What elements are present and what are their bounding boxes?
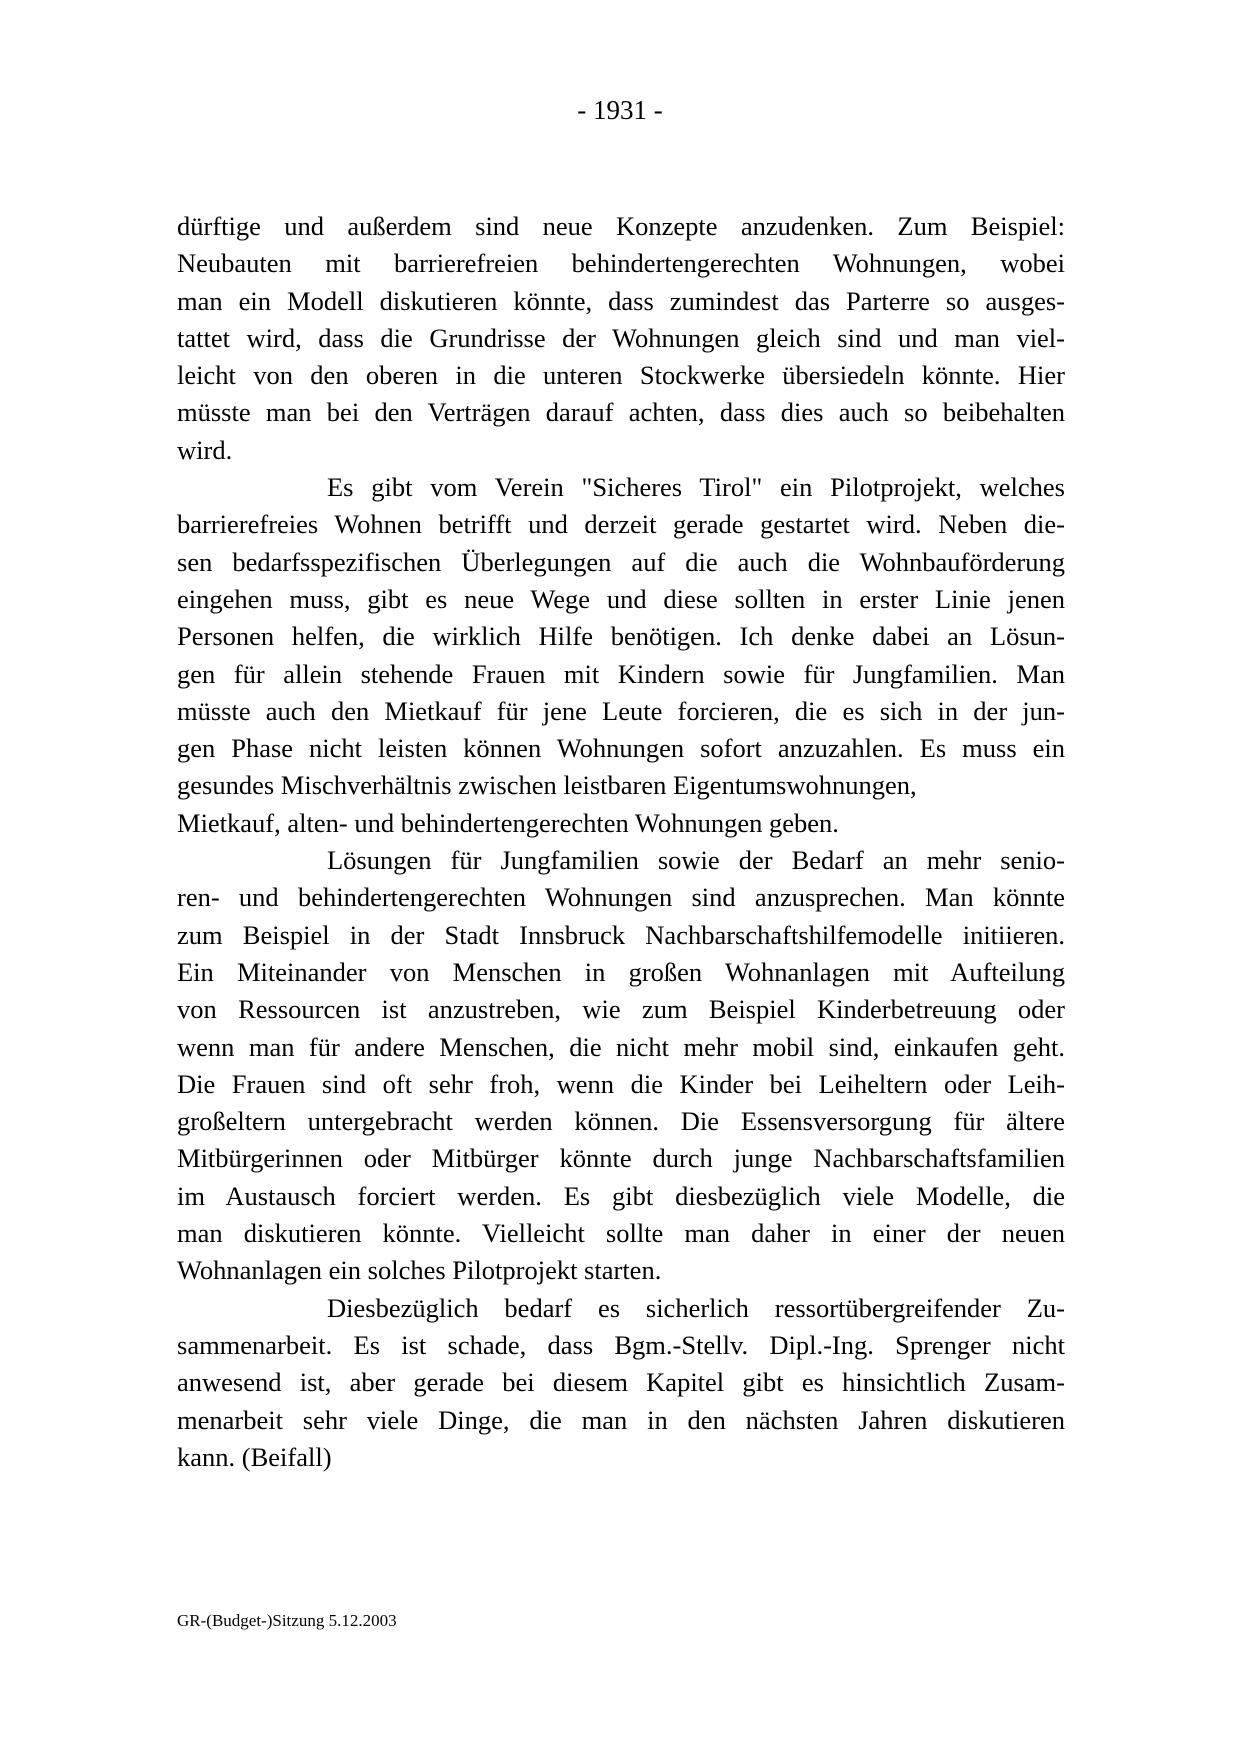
- text-line: großeltern untergebracht werden können. Die Essensversorgung für ältere: [177, 1106, 1065, 1137]
- text-line: Diesbezüglich bedarf es sicherlich ressortübergreifender Zu-: [327, 1292, 1065, 1323]
- text-line: leicht von den oberen in die unteren Stockwerke übersiedeln könnte. Hier: [177, 360, 1065, 391]
- text-line: im Austausch forciert werden. Es gibt diesbezüglich viele Modelle, die: [177, 1180, 1065, 1211]
- text-line: Neubauten mit barrierefreien behindertengerechten Wohnungen, wobei: [177, 248, 1065, 279]
- text-line: barrierefreies Wohnen betrifft und derzeit gerade gestartet wird. Neben die-: [177, 509, 1065, 540]
- text-line: menarbeit sehr viele Dinge, die man in den nächsten Jahren diskutieren: [177, 1404, 1065, 1435]
- text-line: ren- und behindertengerechten Wohnungen sind anzusprechen. Man könnte: [177, 882, 1065, 913]
- text-line: zum Beispiel in der Stadt Innsbruck Nachbarschaftshilfemodelle initiieren.: [177, 919, 1065, 950]
- text-line: müsste auch den Mietkauf für jene Leute forcieren, die es sich in der jun-: [177, 695, 1065, 726]
- text-line: man diskutieren könnte. Vielleicht sollte man daher in einer der neuen: [177, 1218, 1065, 1249]
- text-line: eingehen muss, gibt es neue Wege und diese sollten in erster Linie jenen: [177, 583, 1065, 614]
- text-line: Ein Miteinander von Menschen in großen Wohnanlagen mit Aufteilung: [177, 956, 1065, 987]
- text-line: Lösungen für Jungfamilien sowie der Bedarf an mehr senio-: [327, 845, 1065, 876]
- text-line: Personen helfen, die wirklich Hilfe benötigen. Ich denke dabei an Lösun-: [177, 621, 1065, 652]
- text-line: sen bedarfsspezifischen Überlegungen auf die auch die Wohnbauförderung: [177, 546, 1065, 577]
- body-text: [177, 208, 1065, 1476]
- text-line: dürftige und außerdem sind neue Konzepte anzudenken. Zum Beispiel:: [177, 211, 1065, 241]
- text-line: man ein Modell diskutieren könnte, dass zumindest das Parterre so ausges-: [177, 285, 1065, 316]
- text-line: gen für allein stehende Frauen mit Kindern sowie für Jungfamilien. Man: [177, 658, 1065, 689]
- text-line: müsste man bei den Verträgen darauf achten, dass dies auch so beibehalten: [177, 397, 1065, 428]
- text-line: Wohnanlagen ein solches Pilotprojekt starten.: [177, 1255, 662, 1286]
- text-line: Mietkauf, alten- und behindertengerechten Wohnungen geben.: [177, 807, 839, 838]
- text-line: wenn man für andere Menschen, die nicht mehr mobil sind, einkaufen geht.: [177, 1031, 1065, 1062]
- text-line: gesundes Mischverhältnis zwischen leistbaren Eigentumswohnungen,: [177, 770, 917, 801]
- text-line: Mitbürgerinnen oder Mitbürger könnte durch junge Nachbarschaftsfamilien: [177, 1143, 1065, 1174]
- footer-session-info: GR-(Budget-)Sitzung 5.12.2003: [177, 1611, 397, 1630]
- text-line: Die Frauen sind oft sehr froh, wenn die Kinder bei Leiheltern oder Leih-: [177, 1068, 1065, 1099]
- text-line: tattet wird, dass die Grundrisse der Wohnungen gleich sind und man viel-: [177, 322, 1065, 353]
- text-line: anwesend ist, aber gerade bei diesem Kapitel gibt es hinsichtlich Zusam-: [177, 1367, 1065, 1398]
- page-number: - 1931 -: [577, 95, 663, 125]
- text-line: gen Phase nicht leisten können Wohnungen sofort anzuzahlen. Es muss ein: [177, 733, 1065, 764]
- text-line: wird.: [177, 434, 233, 465]
- text-line: von Ressourcen ist anzustreben, wie zum Beispiel Kinderbetreuung oder: [177, 994, 1065, 1025]
- text-line: kann. (Beifall): [177, 1441, 332, 1472]
- text-line: Es gibt vom Verein "Sicheres Tirol" ein Pilotprojekt, welches: [327, 472, 1065, 503]
- text-line: sammenarbeit. Es ist schade, dass Bgm.-Stellv. Dipl.-Ing. Sprenger nicht: [177, 1329, 1065, 1360]
